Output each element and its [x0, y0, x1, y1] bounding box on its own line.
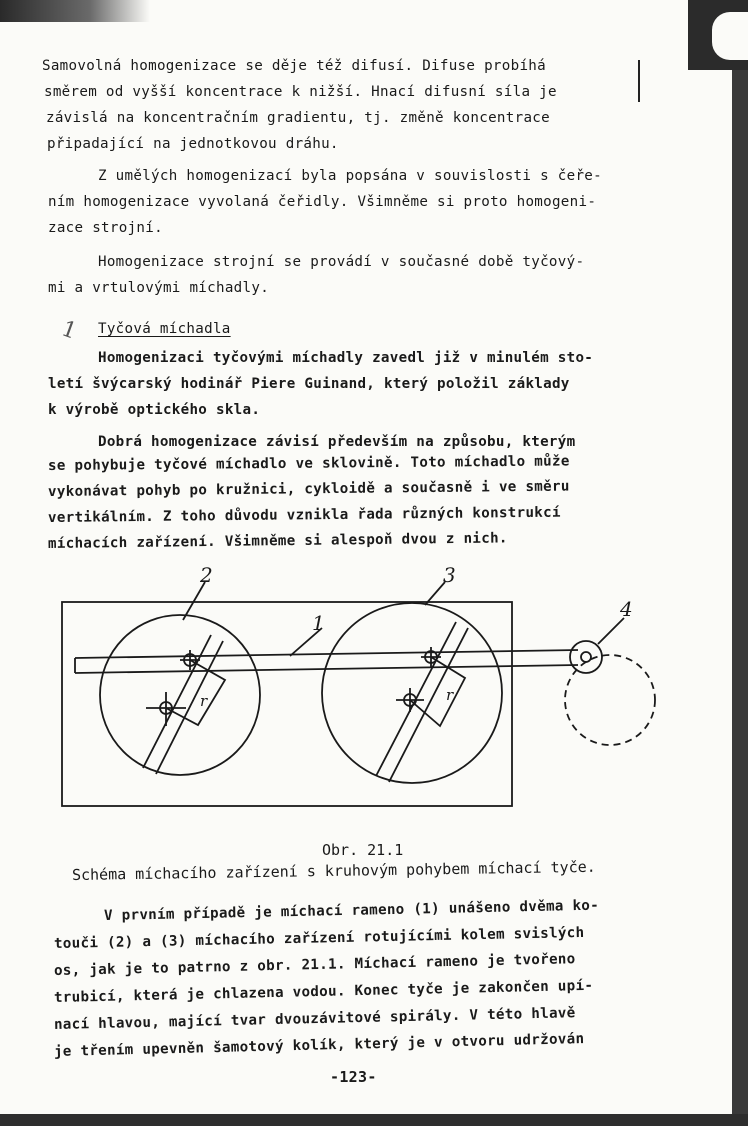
- paragraph-3-line-2: mi a vrtulovými míchadly.: [48, 280, 270, 296]
- figure-caption: Schéma míchacího zařízení s kruhovým pohybem míchací tyče.: [71, 857, 596, 884]
- label-2: 2: [200, 563, 213, 587]
- margin-mark: [638, 60, 640, 102]
- scan-shadow-top-left: [0, 0, 150, 22]
- paragraph-4-line-3: k výrobě optického skla.: [48, 402, 261, 418]
- arm-top-edge: [75, 650, 578, 658]
- paragraph-4-line-2: letí švýcarský hodinář Piere Guinand, který položil základy: [48, 376, 570, 392]
- paragraph-2-line-1: Z umělých homogenizací byla popsána v souvislosti s čeře-: [98, 168, 602, 184]
- label-1: 1: [312, 611, 325, 635]
- leader-2: [183, 582, 205, 620]
- end-dashed-circle: [565, 655, 655, 745]
- page-number: -123-: [330, 1068, 377, 1086]
- heading-marker: 1: [58, 316, 80, 345]
- paragraph-5-line-1: Dobrá homogenizace závisí především na způsobu, kterým: [98, 434, 576, 450]
- leader-4: [598, 618, 624, 644]
- paragraph-2-line-3: zace strojní.: [48, 220, 163, 236]
- end-joint-inner: [581, 652, 591, 662]
- paragraph-5-line-5: míchacích zařízení. Všimněme si alespoň dvou z nich.: [47, 530, 508, 552]
- label-4: 4: [620, 597, 633, 621]
- paragraph-1-line-1: Samovolná homogenizace se děje též difusí. Difuse probíhá: [42, 58, 546, 74]
- paragraph-5-line-4: vertikálním. Z toho důvodu vznikla řada různých konstrukcí: [47, 504, 561, 526]
- paragraph-5-line-3: vykonávat pohyb po kružnici, cykloidě a současně i ve směru: [47, 478, 570, 500]
- paragraph-1-line-3: závislá na koncentračním gradientu, tj. změně koncentrace: [46, 110, 550, 126]
- mixing-device-diagram: [0, 560, 748, 830]
- paragraph-1-line-2: směrem od vyšší koncentrace k nižší. Hnací difusní síla je: [44, 84, 557, 100]
- disc-right: [322, 603, 502, 783]
- paragraph-6-line-1: V prvním případě je míchací rameno (1) unášeno dvěma ko-: [103, 897, 600, 924]
- paragraph-6-line-5: nací hlavou, mající tvar dvouzávitové spirály. V této hlavě: [53, 1005, 576, 1033]
- section-heading: Tyčová míchadla: [98, 321, 231, 337]
- scan-shadow-top-right: [688, 0, 748, 70]
- scan-shadow-bottom-edge: [0, 1114, 748, 1126]
- paragraph-4-line-1: Homogenizaci tyčovými míchadly zavedl již v minulém sto-: [98, 350, 594, 366]
- paragraph-5-line-2: se pohybuje tyčové míchadlo ve sklovině. Toto míchadlo může: [47, 453, 570, 474]
- paragraph-2-line-2: ním homogenizace vyvolaná čeřidly. Všimněme si proto homogeni-: [48, 194, 597, 210]
- paragraph-1-line-4: připadající na jednotkovou dráhu.: [47, 136, 339, 152]
- paragraph-6-line-6: je třením upevněn šamotový kolík, který je v otvoru udržován: [53, 1031, 585, 1060]
- paragraph-6-line-3: os, jak je to patrno z obr. 21.1. Míchací rameno je tvořeno: [53, 951, 576, 979]
- paragraph-3-line-1: Homogenizace strojní se provádí v současné době tyčový-: [98, 254, 585, 270]
- label-3: 3: [443, 563, 456, 587]
- radius-label-right: r: [446, 686, 454, 704]
- radius-label-left: r: [200, 692, 208, 710]
- figure-number: Obr. 21.1: [322, 841, 404, 859]
- paragraph-6-line-2: touči (2) a (3) míchacího zařízení rotujícími kolem svislých: [53, 924, 585, 952]
- paragraph-6-line-4: trubicí, která je chlazena vodou. Konec tyče je zakončen upí-: [53, 977, 594, 1006]
